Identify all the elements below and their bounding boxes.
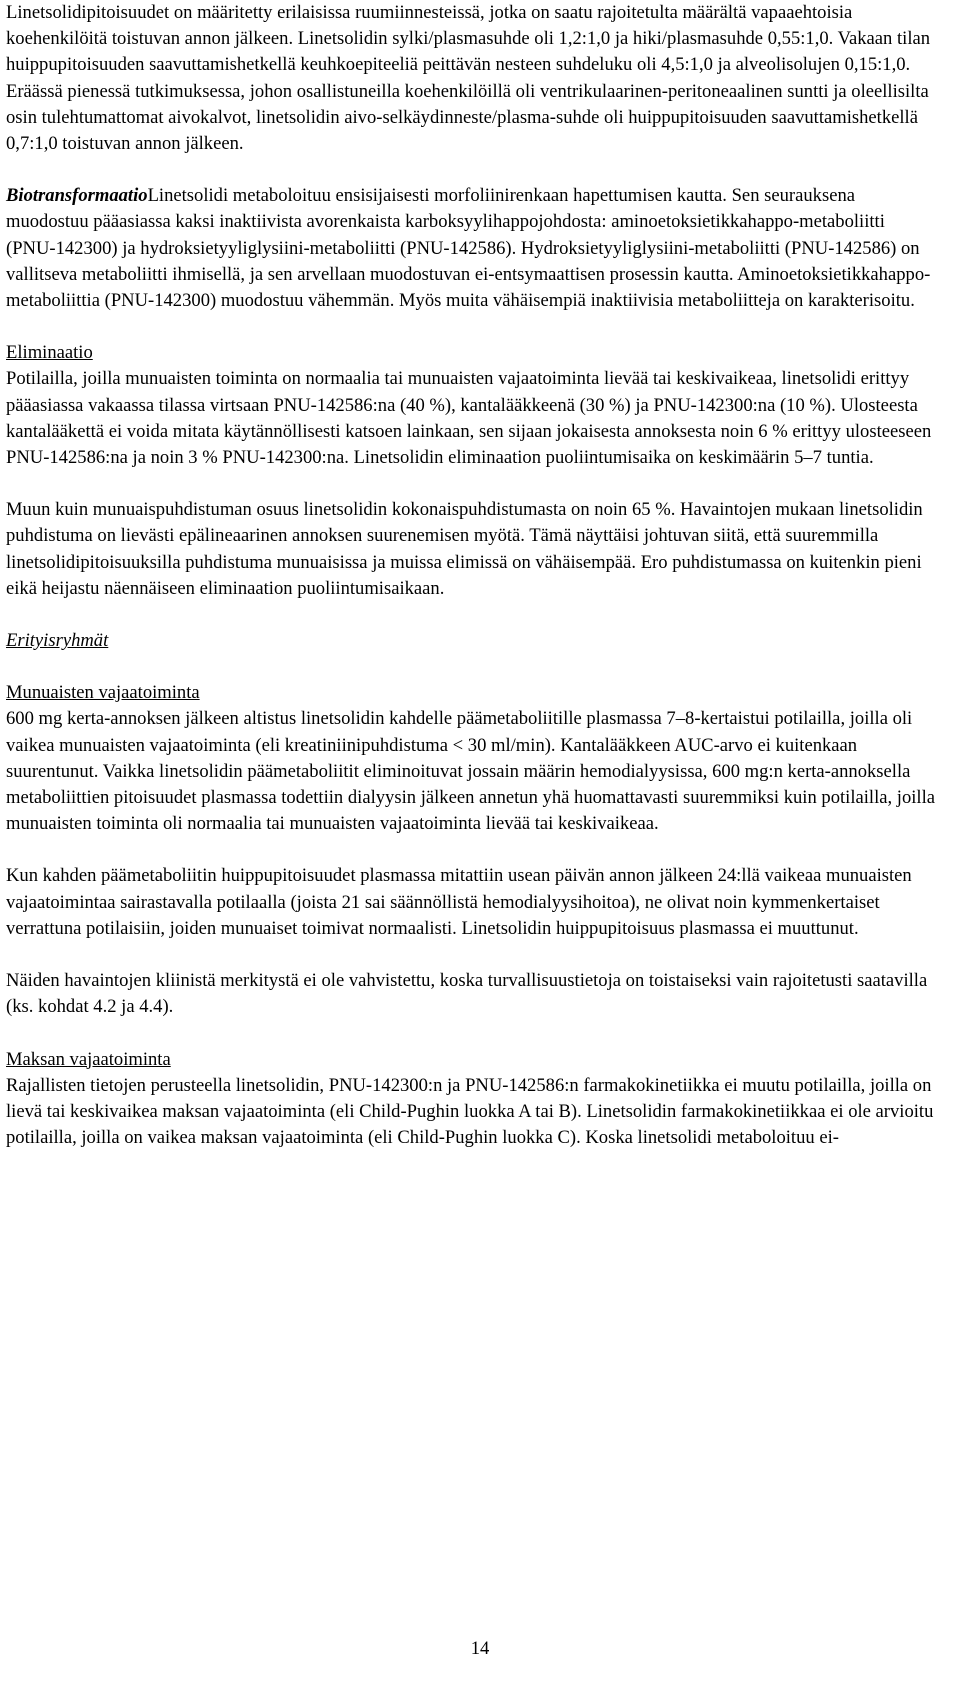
biotransformation-heading: Biotransformaatio	[6, 185, 148, 207]
paragraph-clearance: Muun kuin munuaispuhdistuman osuus linetsolidin kokonaispuhdistumasta on noin 65 %. Havaintojen mukaan linetsolidin puhdistuma on lievästi epälineaarinen annoksen suurenemisen myötä. Tämä näyttäisi johtuvan siitä, että suuremmilla linetsolidipitoisuuksilla puhdistuma munuaisissa ja muissa elimissä on vähäisempää. Ero puhdistumassa on kuitenkin pieni eikä heijastu näennäiseen eliminaation puoliintumisaikaan.	[6, 499, 923, 599]
paragraph-dialysis: Kun kahden päämetaboliitin huippupitoisuudet plasmassa mitattiin usean päivän annon jälkeen 24:llä vaikeaa munuaisten vajaatoimintaa sairastavalla potilaalla (joista 21 sai säännöllistä hemodialyysihoitoa), ne olivat noin kymmenkertaiset verrattuna potilaisiin, joiden munuaiset toimivat normaalisti. Linetsolidin huippupitoisuus plasmassa ei muuttunut.	[6, 865, 912, 939]
document-page	[6, 0, 936, 1151]
hepatic-impairment-heading: Maksan vajaatoiminta	[6, 1048, 171, 1070]
paragraph-biotransformation	[6, 183, 936, 314]
paragraph-hepatic-impairment: Rajallisten tietojen perusteella linetsolidin, PNU-142300:n ja PNU-142586:n farmakokinetiikka ei muutu potilailla, joilla on lievä tai keskivaikea maksan vajaatoiminta (eli Child-Pughin luokka A tai B). Linetsolidin farmakokinetiikkaa ei ole arvioitu potilailla, joilla on vaikea maksan vajaatoiminta (eli Child-Pughin luokka C). Koska linetsolidi metaboloituu ei-	[6, 1074, 934, 1149]
paragraph-distribution: Linetsolidipitoisuudet on määritetty erilaisissa ruumiinnesteissä, jotka on saatu rajoitetulta määrältä vapaaehtoisia koehenkilöitä toistuvan annon jälkeen. Linetsolidin sylki/plasmasuhde oli 1,2:1,0 ja hiki/plasmasuhde 0,55:1,0. Vakaan tilan huippupitoisuuden saavuttamishetkellä keuhkoepiteeliä peittävän nesteen suhdeluku oli 4,5:1,0 ja alveolisolujen 0,15:1,0. Eräässä pienessä tutkimuksessa, johon osallistuneilla koehenkilöillä oli ventrikulaarinen-peritoneaalinen suntti ja oleellisilta osin tulehtumattomat aivokalvot, linetsolidin aivo-selkäydinneste/plasma-suhde oli huippupitoisuuden saavuttamishetkellä 0,7:1,0 toistuvan annon jälkeen.	[6, 2, 931, 155]
renal-impairment-heading: Munuaisten vajaatoiminta	[6, 682, 200, 704]
paragraph-clinical-relevance: Näiden havaintojen kliinistä merkitystä ei ole vahvistettu, koska turvallisuustietoja on toistaiseksi vain rajoitetusti saatavilla (ks. kohdat 4.2 ja 4.4).	[6, 970, 928, 1018]
biotransformation-text: Linetsolidi metaboloituu ensisijaisesti morfoliinirenkaan hapettumisen kautta. Sen seurauksena muodostuu pääasiassa kaksi inaktiivista avorenkaista karboksyylihappojohdosta: aminoetoksietikkahappo-metaboliitti (PNU-142300) ja hydroksietyyliglysiini-metaboliitti (PNU-142586). Hydroksietyyliglysiini-metaboliitti (PNU-142586) on vallitseva metaboliitti ihmisellä, ja sen arvellaan muodostuvan ei-entsymaattisen prosessin kautta. Aminoetoksietikkahappo-metaboliittia (PNU-142300) muodostuu vähemmän. Myös muita vähäisempiä inaktiivisia metaboliitteja on karakterisoitu.	[6, 185, 931, 312]
page-number: 14	[470, 1638, 490, 1659]
paragraph-elimination: Potilailla, joilla munuaisten toiminta on normaalia tai munuaisten vajaatoiminta lievää tai keskivaikeaa, linetsolidi erittyy pääasiassa vakaassa tilassa virtsaan PNU-142586:na (40 %), kantalääkkeenä (30 %) ja PNU-142300:na (10 %). Ulosteesta kantalääkettä ei voida mitata käytännöllisesti katsoen lainkaan, sen sijaan jokaisesta annoksesta noin 6 % erittyy ulosteeseen PNU-142586:na ja noin 3 % PNU-142300:na. Linetsolidin eliminaation puoliintumisaika on keskimäärin 5–7 tuntia.	[6, 368, 932, 469]
special-populations-heading: Erityisryhmät	[6, 630, 109, 652]
paragraph-renal-impairment: 600 mg kerta-annoksen jälkeen altistus linetsolidin kahdelle päämetaboliitille plasmassa 7–8-kertaistui potilailla, joilla oli vaikea munuaisten vajaatoiminta (eli kreatiniinipuhdistuma < 30 ml/min). Kantalääkkeen AUC-arvo ei kuitenkaan suurentunut. Vaikka linetsolidin päämetaboliitit eliminoituvat jossain määrin hemodialyysissa, 600 mg:n kerta-annoksella metaboliittien pitoisuudet plasmassa todettiin dialyysin jälkeen annetun yhä huomattavasti suuremmiksi kuin potilailla, joilla munuaisten toiminta oli normaalia tai munuaisten vajaatoiminta lievää tai keskivaikeaa.	[6, 708, 936, 835]
elimination-heading: Eliminaatio	[6, 342, 93, 364]
